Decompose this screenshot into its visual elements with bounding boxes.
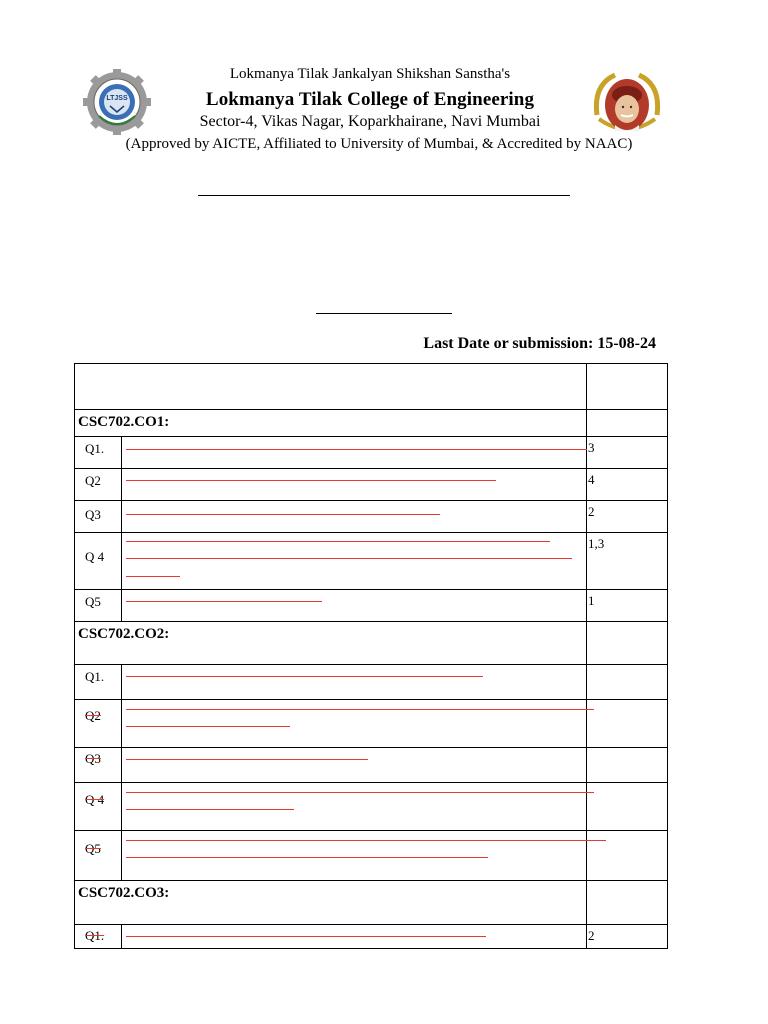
section-row-co2 xyxy=(74,622,668,665)
redacted-question-text xyxy=(126,449,587,450)
redacted-question-text xyxy=(126,936,486,937)
last-date: Last Date or submission: 15-08-24 xyxy=(423,335,656,352)
redacted-question-text xyxy=(126,792,594,793)
question-label: Q 4 xyxy=(85,792,105,807)
college-address: Sector-4, Vikas Nagar, Koparkhairane, Navi Mumbai xyxy=(199,113,541,130)
table-row xyxy=(74,590,668,622)
redacted-question-text xyxy=(126,541,550,542)
section-title: CSC702.CO1: xyxy=(78,414,170,430)
redacted-question-text xyxy=(126,558,572,559)
question-marks: 2 xyxy=(588,928,595,943)
question-label: Q1. xyxy=(85,441,105,456)
accreditation-note: (Approved by AICTE, Affiliated to University of Mumbai, & Accredited by NAAC) xyxy=(125,136,633,152)
redacted-question-text xyxy=(126,576,180,577)
table-header-row xyxy=(74,363,668,410)
redacted-question-text xyxy=(126,840,606,841)
section-title: CSC702.CO3: xyxy=(78,885,170,901)
table-row xyxy=(74,925,668,949)
redacted-question-text xyxy=(126,857,488,858)
redacted-question-text xyxy=(126,480,496,481)
section-row-co1 xyxy=(74,410,668,437)
letterhead xyxy=(0,0,768,170)
question-marks: 3 xyxy=(588,440,595,455)
question-label: Q5 xyxy=(85,594,101,609)
question-label: Q1. xyxy=(85,669,105,684)
redacted-question-text xyxy=(126,809,294,810)
logo-text: LTJSS xyxy=(106,95,128,102)
question-label: Q1. xyxy=(85,928,105,943)
table-row xyxy=(74,533,668,590)
table-row xyxy=(74,748,668,783)
question-label: Q2 xyxy=(85,473,101,488)
college-name: Lokmanya Tilak College of Engineering xyxy=(205,89,535,110)
question-marks: 1,3 xyxy=(588,536,605,551)
trust-name: Lokmanya Tilak Jankalyan Shikshan Sanstha's xyxy=(229,66,511,82)
table-row xyxy=(74,783,668,831)
redacted-question-text xyxy=(126,514,440,515)
table-row xyxy=(74,665,668,700)
redacted-question-text xyxy=(126,709,594,710)
subtitle-underline xyxy=(316,313,452,314)
redacted-question-text xyxy=(126,601,322,602)
redacted-question-text xyxy=(126,759,368,760)
question-label: Q3 xyxy=(85,507,101,522)
question-label: Q 4 xyxy=(85,549,105,564)
question-marks: 4 xyxy=(588,472,595,487)
founder-portrait-emblem-icon xyxy=(592,72,662,138)
redacted-question-text xyxy=(126,676,483,677)
section-row-co3 xyxy=(74,881,668,925)
question-label: Q3 xyxy=(85,751,101,766)
table-row xyxy=(74,469,668,501)
question-marks: 2 xyxy=(588,504,595,519)
title-underline xyxy=(198,195,570,196)
table-row xyxy=(74,501,668,533)
table-row xyxy=(74,831,668,881)
table-row xyxy=(74,437,668,469)
redacted-question-text xyxy=(126,726,290,727)
question-label: Q5 xyxy=(85,841,101,856)
section-title: CSC702.CO2: xyxy=(78,626,170,642)
question-label: Q2 xyxy=(85,708,101,723)
question-marks: 1 xyxy=(588,593,595,608)
table-row xyxy=(74,700,668,748)
